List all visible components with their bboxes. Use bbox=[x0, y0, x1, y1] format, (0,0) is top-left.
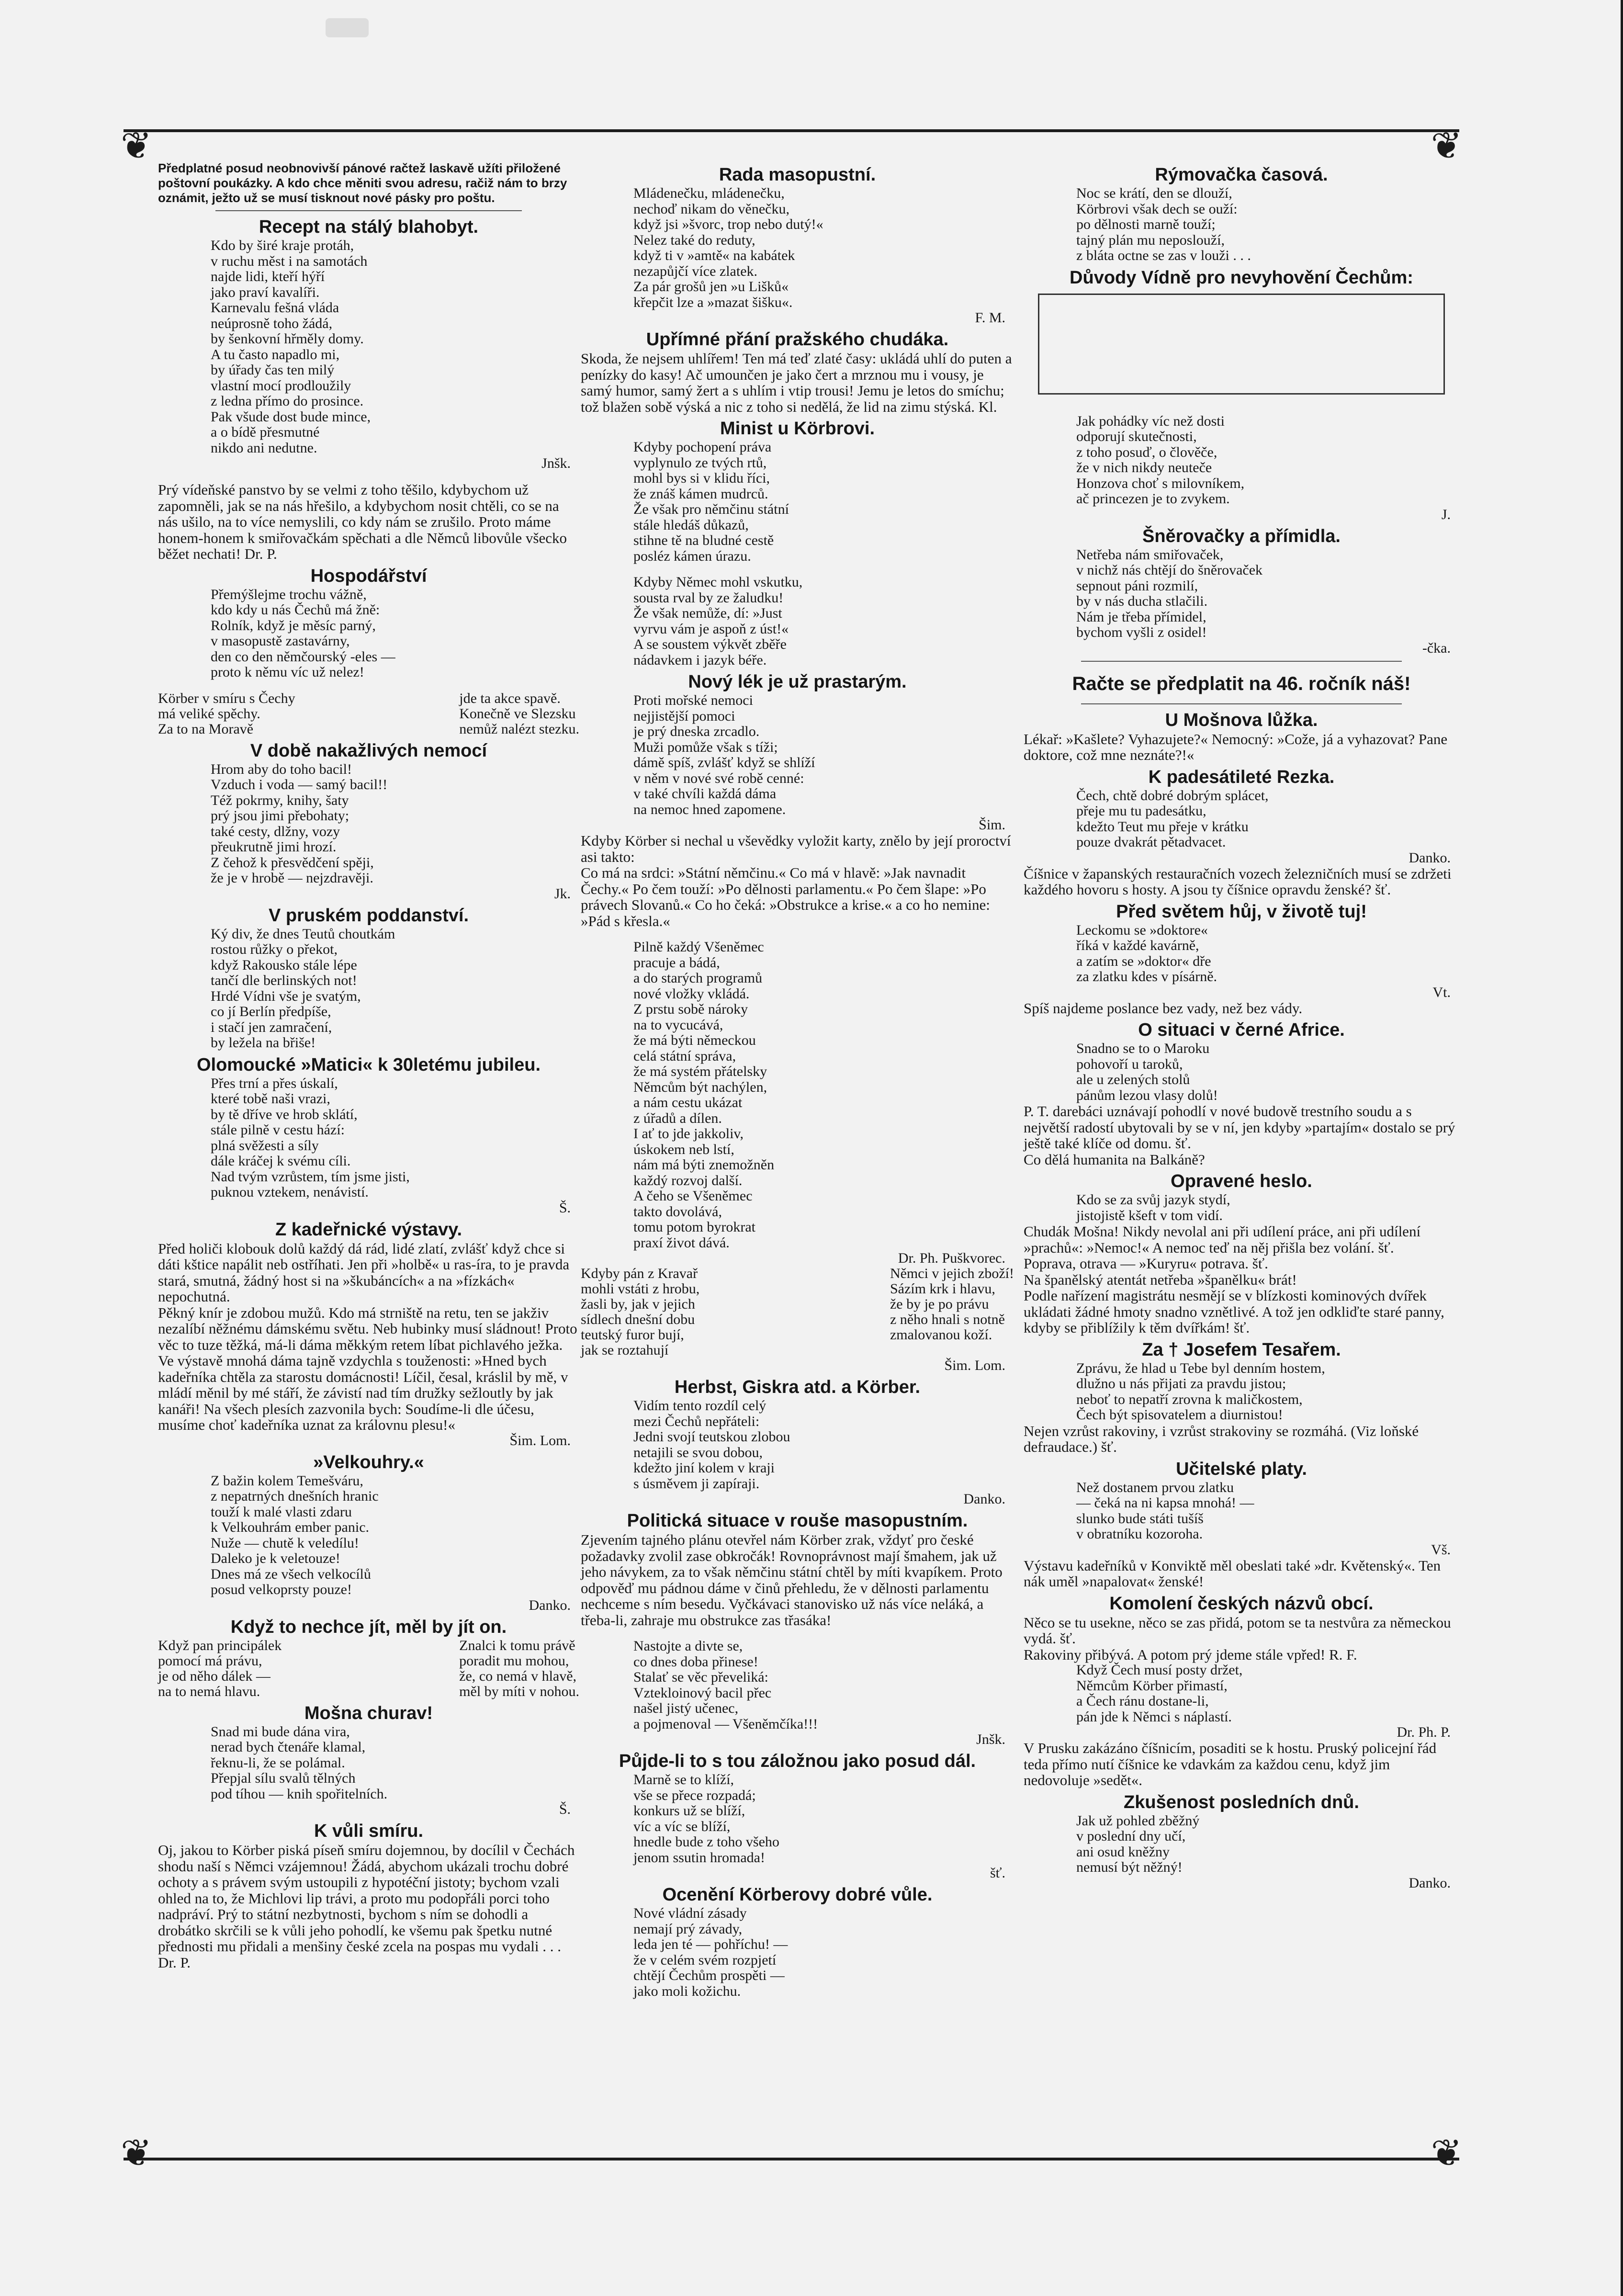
author-signature: Danko. bbox=[963, 1491, 1005, 1507]
two-column-verse bbox=[158, 691, 579, 737]
verse-left: Körber v smíru s Čechy má veliké spěchy. Za to na Moravě bbox=[158, 690, 295, 737]
spacer bbox=[581, 1628, 1014, 1639]
author-signature: Dr. Ph. Puškvorec. bbox=[898, 1250, 1005, 1266]
column-left bbox=[158, 161, 579, 1970]
author-signature: šť. bbox=[990, 1865, 1005, 1881]
article-heading: Hospodářství bbox=[310, 566, 427, 586]
article-paragraph: Skoda, že nejsem uhlířem! Ten má teď zlaté časy: ukládá uhlí do puten a penízky do kasy! Ač umounčen je jako čert a mrznou mu i vousy, je samý humor, samý žert a s uhlím i vtip trousi! Jemu je letos do smíchu; tož blažen sobě výská a nic z toho si nedělá, že lid na zimu stýská. Kl. bbox=[581, 350, 1012, 415]
verse-right: Němci v jejich zboží! Sázím krk i hlavu, že by je po právu z něho hnali s notně zmalovanou koží. bbox=[890, 1266, 1014, 1343]
verse: Leckomu se »doktore« říká v každé kavárně, a zatím se »doktor« dře za zlatku kdes v písárně. bbox=[1076, 922, 1217, 984]
verse: Marně se to klíží, vše se přece rozpadá; konkurs už se blíží, víc a víc se blíží, hnedle bude z toho všeho jenom ssutin hromada! bbox=[633, 1772, 779, 1866]
article-heading: Recept na stálý blahobyt. bbox=[259, 217, 479, 237]
article-heading: Rada masopustní. bbox=[719, 165, 876, 185]
verse: Kdo by širé kraje protáh, v ruchu měst i na samotách najde lidi, kteří hýří jako praví kavalíři. Karnevalu fešná vláda neúprosně toho žádá, by šenkovní hřměly domy. A tu často napadlo mi, by úřady čas ten milý vlastní mocí prodloužily z ledna přímo do prosince. Pak všude dost bude mince, a o bídě přesmutné nikdo ani nedutne. bbox=[211, 238, 371, 456]
two-column-verse bbox=[581, 1266, 1014, 1358]
article-paragraph: Výstavu kadeřníků v Konviktě měl obeslati také »dr. Květenský«. Ten nák uměl »napalovat« ženské! bbox=[1024, 1557, 1441, 1590]
verse: Kdyby pochopení práva vyplynulo ze tvých rtů, mohl bys si v klidu říci, že znáš kámen mudrců. Že však pro němčinu státní stále hledáš důkazů, stihne tě na bludné cestě posléz kámen úrazu. bbox=[633, 439, 789, 564]
author-signature: -čka. bbox=[1422, 640, 1451, 656]
author-signature: Šim. bbox=[979, 817, 1005, 833]
verse: Přes trní a přes úskalí, které tobě naši vrazi, by tě dříve ve hrob sklátí, stále pilně v cestu hází: plná svěžesti a síly dále kráčej k svému cíli. Nad tvým vzrůstem, tím jsme jisti, puknou vztekem, nenávistí. bbox=[211, 1075, 410, 1200]
article-paragraph: Něco se tu usekne, něco se zas přidá, potom se ta nestvůra za německou vydá. šť. Rakoviny přibývá. A potom prý jdeme stále vpřed! R. F. bbox=[1024, 1614, 1451, 1663]
smudge-mark bbox=[326, 18, 369, 37]
article-heading: V době nakažlivých nemocí bbox=[250, 740, 487, 761]
verse: Mládenečku, mládenečku, nechoď nikam do věnečku, když jsi »švorc, trop nebo dutý!« Nelez také do reduty, když ti v »amtě« na kabátek nezapůjčí více zlatek. Za pár grošů jen »u Lišků« křepčit lze a »mazat šišku«. bbox=[633, 185, 823, 310]
author-signature: Vš. bbox=[1431, 1541, 1451, 1558]
verse: Nové vládní zásady nemají prý závady, leda jen té — pohříchu! — že v celém svém rozpjetí chtějí Čechům prospěti — jako moli kožichu. bbox=[633, 1905, 788, 1999]
verse: Snad mi bude dána vira, nerad bych čtenáře klamal, řeknu-li, že se polámal. Přepjal sílu svalů tělných pod tíhou — knih spořitelních. bbox=[211, 1723, 388, 1802]
author-signature: Š. bbox=[559, 1199, 571, 1216]
article-heading: »Velkouhry.« bbox=[313, 1452, 424, 1472]
author-signature: Šim. Lom. bbox=[944, 1357, 1005, 1373]
article-heading: Důvody Vídně pro nevyhovění Čechům: bbox=[1070, 267, 1413, 288]
author-signature: J. bbox=[1441, 506, 1451, 522]
article-paragraph: P. T. darebáci uznávají pohodlí v nové budově trestního soudu a s největší radostí ubytovali by se v ní, jen kdyby »partajím« dostalo se prý ještě také klíče od domu. šť. Co dělá humanita na Balkáně? bbox=[1024, 1103, 1455, 1168]
ornament-bottom-left-icon: ❦ bbox=[121, 2132, 152, 2175]
verse: Kdo se za svůj jazyk stydí, jistojistě kšeft v tom vidí. bbox=[1076, 1192, 1230, 1223]
article-heading: Zkušenost posledních dnů. bbox=[1124, 1792, 1359, 1812]
verse: Snadno se to o Maroku pohovoří u taroků, ale u zelených stolů pánům lezou vlasy dolů! bbox=[1076, 1041, 1218, 1103]
author-signature: Danko. bbox=[1409, 849, 1451, 866]
verse: Nastojte a divte se, co dnes doba přinese! Stalať se věc převeliká: Vztekloinový bacil přec našel jistý učenec, a pojmenoval — Všeněmčíka!!! bbox=[633, 1638, 818, 1732]
article-heading: U Mošnova lůžka. bbox=[1165, 710, 1318, 730]
author-signature: Jnšk. bbox=[541, 455, 571, 471]
article-heading: K vůli smíru. bbox=[314, 1821, 424, 1841]
article-heading: Upřímné přání pražského chudáka. bbox=[646, 329, 949, 350]
verse: Přemýšlejme trochu vážně, kdo kdy u nás Čechů má žně: Rolník, když je měsíc parný, v masopustě zastavárny, den co den němčourský -eles — proto k němu víc už nelez! bbox=[211, 586, 395, 680]
empty-frame bbox=[1038, 294, 1445, 395]
subscription-call: Račte se předplatit na 46. ročník náš! bbox=[1072, 673, 1411, 694]
spacer bbox=[158, 680, 579, 691]
article-heading: Herbst, Giskra atd. a Körber. bbox=[674, 1377, 921, 1397]
verse-left: Když pan principálek pomocí má právu, je od něho dálek — na to nemá hlavu. bbox=[158, 1637, 282, 1699]
article-heading: Ocenění Körberovy dobré vůle. bbox=[662, 1885, 933, 1905]
article-heading: Opravené heslo. bbox=[1171, 1171, 1312, 1191]
article-paragraph: Číšnice v žapanských restauračních vozech železničních musí se zdržeti každého hovoru s hosty. A jsou ty číšnice opravdu ženské? šť. bbox=[1024, 865, 1452, 898]
article-heading: Rýmovačka časová. bbox=[1155, 165, 1328, 185]
article-paragraph: Zjevením tajného plánu otevřel nám Körber zrak, vždyť pro české požadavky zvolil zase obkročák! Rovnoprávnost mají šmahem, jak už jeho návykem, za to však němčinu státní chtěl by míti kvapíkem. Proto odpověď mu pádnou dáme v činů přehledu, že v dělnosti parlamentu nechceme s ním besedu. Vyčkávaci stanovisko už nás více neláká, a třeba-li, zahraje mu obstrukce zas třasáka! bbox=[581, 1531, 1003, 1629]
article-paragraph: V Prusku zakázáno číšnicím, posaditi se k hostu. Pruský policejní řád teda přímo nutí číšnice ke vdavkám za každou cenu, když jim nedovoluje »sedět«. bbox=[1024, 1740, 1437, 1788]
article-heading: Minist u Körbrovi. bbox=[720, 418, 875, 439]
spacer bbox=[158, 471, 579, 482]
scan-edge bbox=[1621, 0, 1623, 2296]
article-heading: Nový lék je už prastarým. bbox=[688, 672, 907, 692]
verse: Kdyby Němec mohl vskutku, sousta rval by ze žaludku! Že však nemůže, dí: »Just vyrvu vám je aspoň z úst!« A se soustem výkvět zběře nádavkem i jazyk béře. bbox=[633, 574, 803, 668]
verse: Noc se krátí, den se dlouží, Körbrovi však dech se ouží: po dělnosti marně touží; tajný plán mu neposlouží, z bláta octne se zas v louži . . . bbox=[1076, 185, 1251, 263]
verse: Netřeba nám smiřovaček, v nichž nás chtějí do šněrovaček sepnout páni rozmilí, by v nás ducha stlačili. Nám je třeba přímidel, bychom vyšli z osidel! bbox=[1076, 546, 1263, 640]
subscription-notice: Předplatné posud neobnovivší pánové račtež laskavě užíti přiložené poštovní poukázky. A kdo chce měniti svou adresu, račiž nám to brzy oznámit, ježto už se musí tisknout nové pásky pro poštu. bbox=[158, 161, 567, 205]
verse: Než dostanem prvou zlatku — čeká na ni kapsa mnohá! — slunko bude státi tušíš v obratníku kozoroha. bbox=[1076, 1479, 1254, 1542]
divider bbox=[215, 210, 522, 211]
verse: Jak pohádky víc než dosti odporují skutečnosti, z toho posuď, o člověče, že v nich nikdy neuteče Honzova choť s milovníkem, ač princezen je to zvykem. bbox=[1076, 413, 1245, 507]
newspaper-page bbox=[121, 124, 1462, 2175]
article-heading: Olomoucké »Matici« k 30letému jubileu. bbox=[196, 1054, 541, 1075]
article-paragraph: Nejen vzrůst rakoviny, i vzrůst strakoviny se rozmáhá. (Viz loňské defraudace.) šť. bbox=[1024, 1422, 1419, 1455]
ornament-top-left-icon: ❦ bbox=[121, 124, 152, 168]
article-heading: Za † Josefem Tesařem. bbox=[1142, 1339, 1341, 1360]
verse-left: Kdyby pán z Kravař mohli vstáti z hrobu, žasli by, jak v jejich sídlech dnešní dobu teutský furor bují, jak se roztahují bbox=[581, 1266, 700, 1358]
spacer bbox=[581, 564, 1014, 575]
article-paragraph: Oj, jakou to Körber piská píseň smíru dojemnou, by docílil v Čechách shodu naší s Němci vzájemnou! Žádá, abychom ukázali trochu dobré ochoty a s právem svým ustoupili z hypotéční jistoty; bychom vzali ohled na to, že Michlovi lip trávi, a proto mu podopřáli porci toho nadpráví. Prý to státní nezbytnosti, bychom s ním se dohodli a drobátko skrčili se k vůli jeho pohodlí, ke všemu pak špetku nutné přednosti mu přidali a menšiny české zcela na pospas mu vydali . . . Dr. P. bbox=[158, 1842, 575, 1971]
article-heading: V pruském poddanství. bbox=[268, 905, 469, 926]
two-column-verse bbox=[158, 1638, 579, 1699]
verse: Pilně každý Všeněmec pracuje a bádá, a do starých programů nové vložky vkládá. Z prstu sobě nároky na to vycucává, že má býti německou celá státní správa, že má systém přátelsky Němcům být nachýlen, a nám cestu ukázat z úřadů a dílen. I ať to jde jakkoliv, úskokem neb lstí, nám má býti znemožněn každý rozvoj další. A čeho se Všeněmec takto dovolává, tomu potom byrokrat praxí život dává. bbox=[633, 939, 775, 1251]
verse-right: Znalci k tomu právě poradit mu mohou, že, co nemá v hlavě, měl by míti v nohou. bbox=[459, 1637, 579, 1699]
author-signature: Šim. Lom. bbox=[509, 1432, 571, 1448]
article-heading: Půjde-li to s tou záložnou jako posud dál. bbox=[619, 1751, 976, 1771]
article-heading: Mošna churav! bbox=[304, 1703, 433, 1723]
article-heading: Šněrovačky a přímidla. bbox=[1142, 526, 1341, 546]
verse: Zprávu, že hlad u Tebe byl denním hostem, dlužno u nás přijati za pravdu jistou; neboť to nepatří zrovna k maličkostem, Čech být spisovatelem a diurnistou! bbox=[1076, 1360, 1325, 1423]
article-heading: Komolení českých názvů obcí. bbox=[1109, 1593, 1374, 1614]
divider bbox=[1081, 703, 1402, 704]
author-signature: F. M. bbox=[975, 310, 1005, 326]
article-heading: Když to nechce jít, měl by jít on. bbox=[230, 1617, 507, 1637]
author-signature: Danko. bbox=[529, 1597, 571, 1613]
article-paragraph: Před holiči klobouk dolů každý dá rád, lidé zlatí, zvlášť když chce si dáti kštice napálit neb ostříhati. Jen při »holbě« u ras-íra, to je pravda stará, smutná, žádný host si na »škubáncích« a na »fízkách« nepochutná. Pěkný knír je zdobou mužů. Kdo má strniště na retu, ten se jakživ nezalíbí něžnému dámskému světu. Neb hubinky musí sládnout! Proto věc to tuze těžká, má-li dáma měkkým retem líbat pichlavého ježka. Ve výstavě mnohá dáma tajně vzdychla s touženosti: »Hned bych kadeřníka chtěla za starostu domácnosti! Líčil, česal, kráslil by mě, v mládí měnil by mé stáří, že závistí nad tím družky sežloutly by jak kanáři! Na všech plesích zazvonila bych: Soudíme-li dle účesu, musíme choť kadeřníka uznat za královnu plesu!« bbox=[158, 1240, 577, 1433]
author-signature: Dr. Ph. P. bbox=[1397, 1724, 1451, 1740]
verse: Proti mořské nemoci nejjistější pomoci je prý dneska zrcadlo. Muži pomůže však s tíži; dámě spíš, zvlášť když se shlíží v něm v nové své robě cenné: v také chvíli každá dáma na nemoc hned zapomene. bbox=[633, 692, 815, 817]
ornament-top-right-icon: ❦ bbox=[1431, 124, 1462, 168]
verse: Vidím tento rozdíl celý mezi Čechů nepřáteli: Jedni svojí teutskou zlobou netajili se svou dobou, kdežto jiní kolem v kraji s úsměvem ji zapíraji. bbox=[633, 1398, 790, 1492]
verse-right: jde ta akce spavě. Konečně ve Slezsku nemůž nalézt stezku. bbox=[459, 690, 579, 737]
author-signature: Jnšk. bbox=[976, 1731, 1005, 1747]
author-signature: Danko. bbox=[1409, 1875, 1451, 1891]
author-signature: Vt. bbox=[1432, 984, 1451, 1000]
verse: Když Čech musí posty držet, Němcům Körber přimastí, a Čech ránu dostane-li, pán jde k Němci s náplastí. bbox=[1076, 1662, 1243, 1725]
ornament-bottom-right-icon: ❦ bbox=[1431, 2132, 1462, 2175]
article-heading: K padesátileté Rezka. bbox=[1148, 767, 1335, 787]
verse: Čech, chtě dobré dobrým splácet, přeje mu tu padesátku, kdežto Teut mu přeje v krátku pouze dvakrát pětadvacet. bbox=[1076, 787, 1269, 850]
column-right bbox=[1024, 161, 1459, 1891]
verse: Z bažin kolem Temešváru, z nepatrných dnešních hranic touží k malé vlasti zdaru k Velkouhrám ember panic. Nuže — chutě k veledílu! Daleko je k veletouze! Dnes má ze všech velkocílů posud velkoprsty pouze! bbox=[211, 1472, 379, 1597]
spacer bbox=[581, 929, 1014, 939]
author-signature: Jk. bbox=[554, 885, 571, 902]
article-heading: Z kadeřnické výstavy. bbox=[275, 1219, 462, 1240]
author-signature: Š. bbox=[559, 1801, 571, 1817]
article-paragraph: Kdyby Körber si nechal u vševědky vyložit karty, znělo by její proroctví asi takto: Co má na srdci: »Státní němčinu.« Co má v hlavě: »Jak navnadit Čechy.« Po čem touží: »Po dělnosti parlamentu.« Po čem šlape: »Po právech Slovanů.« Co ho čeká: »Obstrukce a krise.« a co ho nemine: »Pád s křesla.« bbox=[581, 832, 1011, 929]
verse: Jak už pohled zběžný v poslední dny učí, ani osud kněžny nemusí být něžný! bbox=[1076, 1812, 1200, 1875]
verse: Hrom aby do toho bacil! Vzduch i voda — samý bacil!! Též pokrmy, knihy, šaty prý jsou jimi přebohaty; také cesty, dlžny, vozy přeukrutně jimi hrozí. Z čehož k přesvědčení spěji, že je v hrobě — nejzdravěji. bbox=[211, 761, 388, 886]
article-paragraph: Chudák Mošna! Nikdy nevolal ani při udílení práce, ani při udílení »prachů«: »Nemoc!« A nemoc teď na něj přišla bez volání. šť. Poprava, otrava — »Kuryru« potrava. šť. Na španělský atentát netřeba »španělku« brát! Podle nařízení magistrátu nesmějí se v blízkosti kominových dvířek ukládati žádné hmoty snadno vznětlivé. A tož jen odkliďte staré panny, kdyby se přiblížily k těm dvířkám! šť. bbox=[1024, 1223, 1444, 1336]
article-heading: Před světem hůj, v životě tuj! bbox=[1116, 901, 1367, 922]
article-paragraph: Spíš najdeme poslance bez vady, než bez vády. bbox=[1024, 999, 1303, 1017]
article-heading: Politická situace v rouše masopustním. bbox=[627, 1511, 968, 1531]
article-heading: O situaci v černé Africe. bbox=[1138, 1020, 1345, 1040]
verse: Ký div, že dnes Teutů choutkám rostou růžky o překot, když Rakousko stále lépe tančí dle berlinských not! Hrdé Vídni vše je svatým, co jí Berlín předpíše, i stačí jen zamračení, by ležela na břiše! bbox=[211, 926, 395, 1051]
article-paragraph: Prý vídeňské panstvo by se velmi z toho těšilo, kdybychom už zapomněli, jak se na nás hřešilo, a kdybychom nosit chtěli, co se na nás ušilo, na to více nemyslili, co kdy nám se zrušilo. Proto máme honem-honem k smiřovačkám spěchati a dle Němců libovůle všecko běžet nechati! Dr. P. bbox=[158, 481, 567, 562]
article-paragraph: Lékař: »Kašlete? Vyhazujete?« Nemocný: »Cože, já a vyhazovat? Pane doktore, což mne neznáte?!« bbox=[1024, 730, 1448, 763]
column-middle bbox=[581, 161, 1014, 1999]
article-heading: Učitelské platy. bbox=[1176, 1459, 1307, 1479]
divider bbox=[1081, 661, 1402, 662]
